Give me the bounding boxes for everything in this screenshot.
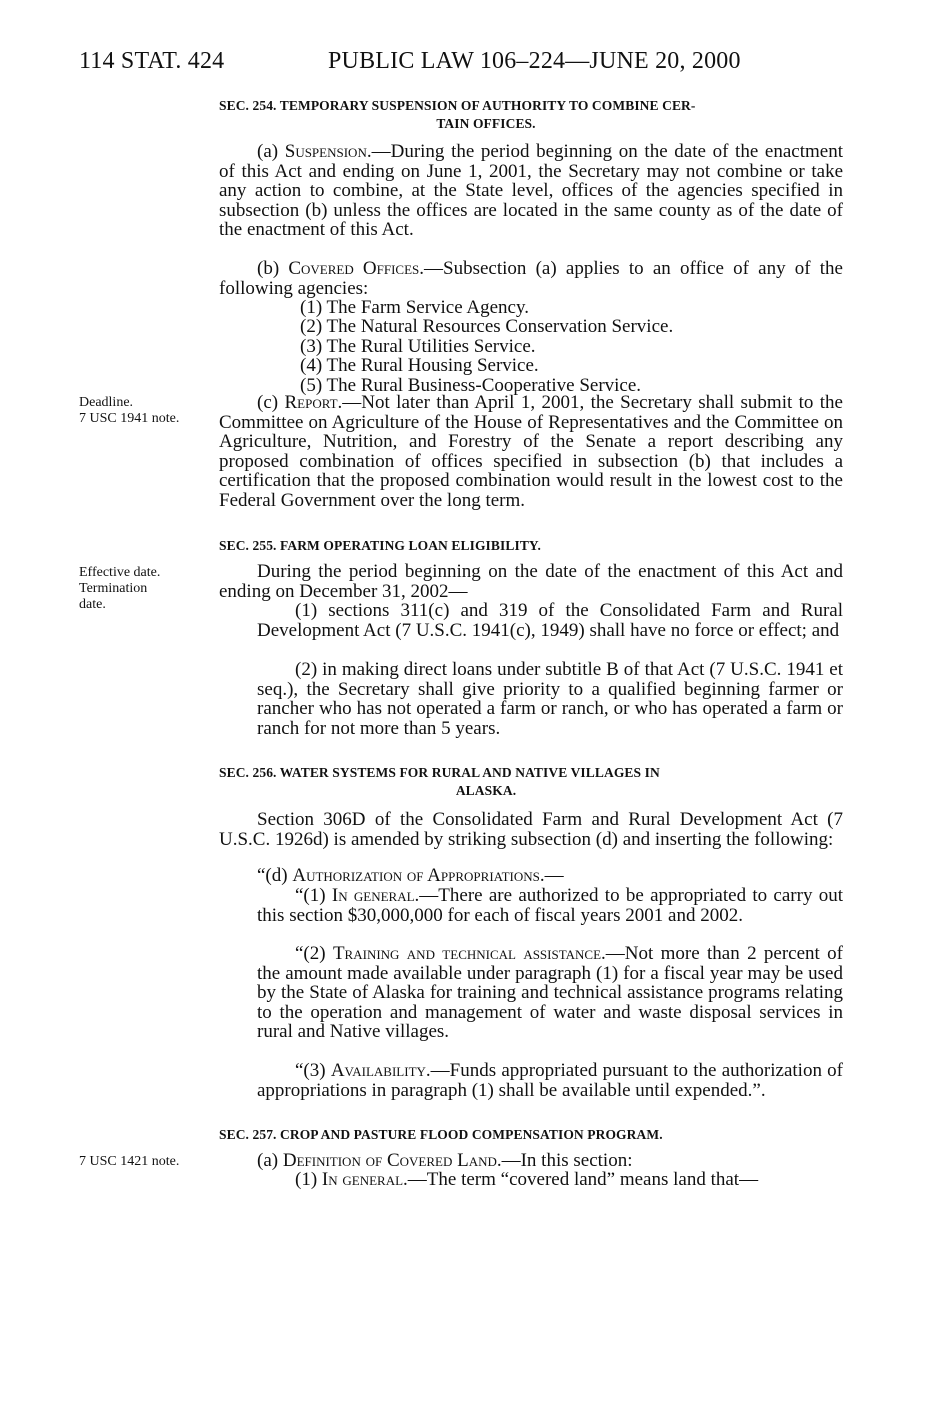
sec-256-p1-text: —There are authorized to be appropriated to carry out this section $30,000,000 for each of fiscal years 2001 and 2002. xyxy=(257,885,843,926)
agency-item: (5) The Rural Business-Cooperative Service. xyxy=(300,375,642,396)
sec-256-p3-text: —Funds appropriated pursuant to the authorization of appropriations in paragraph (1) shall be available until expended.”. xyxy=(257,1060,844,1101)
sec-257-paragraph-1 xyxy=(257,1170,843,1190)
sec-255-intro: During the period beginning on the date of the enactment of this Act and ending on December 31, 2002— xyxy=(219,561,843,602)
law-title: PUBLIC LAW 106–224—JUNE 20, 2000 xyxy=(328,48,741,74)
sec-254-subsection-c xyxy=(219,393,843,511)
agency-item: (3) The Rural Utilities Service. xyxy=(300,336,536,357)
sec-256-p2-caption: Training and technical assistance. xyxy=(332,943,606,964)
sec-257-p1-label: (1) xyxy=(295,1169,322,1190)
sec-255-item-2: (2) in making direct loans under subtitle B of that Act (7 U.S.C. 1941 et seq.), the Secretary shall give priority to a qualified beginning farmer or rancher who has not operated a farm or ranch, or who has operated a farm or ranch for not more than 5 years. xyxy=(257,659,843,739)
sec-254-heading xyxy=(219,97,843,133)
sec-255-heading xyxy=(219,537,843,555)
sec-257-heading xyxy=(219,1126,843,1144)
sec-256-d-caption: Authorization of Appropriations. xyxy=(292,865,545,886)
margin-note-termination: Termination xyxy=(79,581,148,596)
sec-256-p2-text: —Not more than 2 percent of the amount made available under paragraph (1) for a fiscal year may be used by the State of Alaska for training and technical assistance programs relating to the operation and management of water and waste disposal services in rural and Native villages. xyxy=(257,943,844,1043)
sec-257-p1-caption: In general. xyxy=(321,1169,408,1190)
agency-item: (1) The Farm Service Agency. xyxy=(300,297,529,318)
sec-256-p3-caption: Availability. xyxy=(330,1060,431,1081)
sec-257-a-text: —In this section: xyxy=(501,1150,633,1171)
sec-256-heading xyxy=(219,764,843,800)
sec-256-d-dash: — xyxy=(544,865,564,886)
sec-254-heading-line2: TAIN OFFICES. xyxy=(436,116,536,131)
agency-item: (2) The Natural Resources Conservation Service. xyxy=(300,316,674,337)
margin-note-deadline: Deadline. xyxy=(79,395,134,410)
sec-256-paragraph-2 xyxy=(257,944,843,1042)
sec-254-b-text: —Subsection (a) applies to an office of any of the following agencies: xyxy=(219,258,843,299)
sec-256-heading-line2: ALASKA. xyxy=(455,783,517,798)
sec-256-p1-caption: In general. xyxy=(331,885,420,906)
sec-256-p3-label: “(3) xyxy=(295,1060,331,1081)
sec-255-item-1: (1) sections 311(c) and 319 of the Consolidated Farm and Rural Development Act (7 U.S.C. 1941(c), 1949) shall have no force or effect; and xyxy=(257,600,843,641)
sec-256-p1-label: “(1) xyxy=(295,885,332,906)
sec-254-c-label: (c) xyxy=(257,392,285,413)
sec-256-intro: Section 306D of the Consolidated Farm and Rural Development Act (7 U.S.C. 1926d) is amended by striking subsection (d) and inserting the following: xyxy=(219,809,843,850)
margin-note-effective-date: Effective date. xyxy=(79,565,161,580)
sec-254-c-caption: Report. xyxy=(284,392,343,413)
sec-257-subsection-a xyxy=(219,1151,843,1171)
sec-254-b-label: (b) xyxy=(257,258,289,279)
sec-257-heading-text: SEC. 257. CROP AND PASTURE FLOOD COMPENSATION PROGRAM. xyxy=(219,1127,663,1142)
margin-note-usc-1421: 7 USC 1421 note. xyxy=(79,1154,180,1169)
sec-256-d-label: “(d) xyxy=(257,865,293,886)
sec-254-b-caption: Covered Offices. xyxy=(288,258,425,279)
sec-257-a-label: (a) xyxy=(257,1150,283,1171)
agency-item: (4) The Rural Housing Service. xyxy=(300,355,539,376)
sec-257-p1-text: —The term “covered land” means land that— xyxy=(407,1169,759,1190)
sec-254-subsection-a xyxy=(219,142,843,240)
sec-254-c-text: —Not later than April 1, 2001, the Secretary shall submit to the Committee on Agriculture of the House of Representatives and the Committee on Agriculture, Nutrition, and Forestry of the Senate a report describing any proposed combination of offices specified in subsection (b) that includes a certification that the proposed combination would result in the lowest cost to the Federal Government over the long term. xyxy=(219,392,843,511)
page-reference: 114 STAT. 424 xyxy=(79,48,225,74)
sec-254-a-label: (a) xyxy=(257,141,285,162)
sec-257-a-caption: Definition of Covered Land. xyxy=(282,1150,502,1171)
margin-note-usc-1941: 7 USC 1941 note. xyxy=(79,411,180,426)
sec-255-heading-text: SEC. 255. FARM OPERATING LOAN ELIGIBILITY. xyxy=(219,538,542,553)
sec-256-heading-line1: SEC. 256. WATER SYSTEMS FOR RURAL AND NATIVE VILLAGES IN xyxy=(219,765,660,780)
sec-256-paragraph-1 xyxy=(257,886,843,925)
sec-256-paragraph-3 xyxy=(257,1061,843,1100)
sec-256-p2-label: “(2) xyxy=(295,943,333,964)
sec-254-a-caption: Suspension. xyxy=(284,141,372,162)
margin-note-termination-date: date. xyxy=(79,597,106,612)
sec-256-subsection-d xyxy=(257,866,843,886)
sec-254-subsection-b xyxy=(219,259,843,298)
sec-254-heading-line1: SEC. 254. TEMPORARY SUSPENSION OF AUTHORITY TO COMBINE CER- xyxy=(219,98,696,113)
sec-254-a-text: —During the period beginning on the date of the enactment of this Act and ending on June 1, 2001, the Secretary may not combine or take any action to combine, at the State level, offices of the agencies specified in subsection (b) unless the offices are located in the same county as of the date of the enactment of this Act. xyxy=(219,141,843,241)
